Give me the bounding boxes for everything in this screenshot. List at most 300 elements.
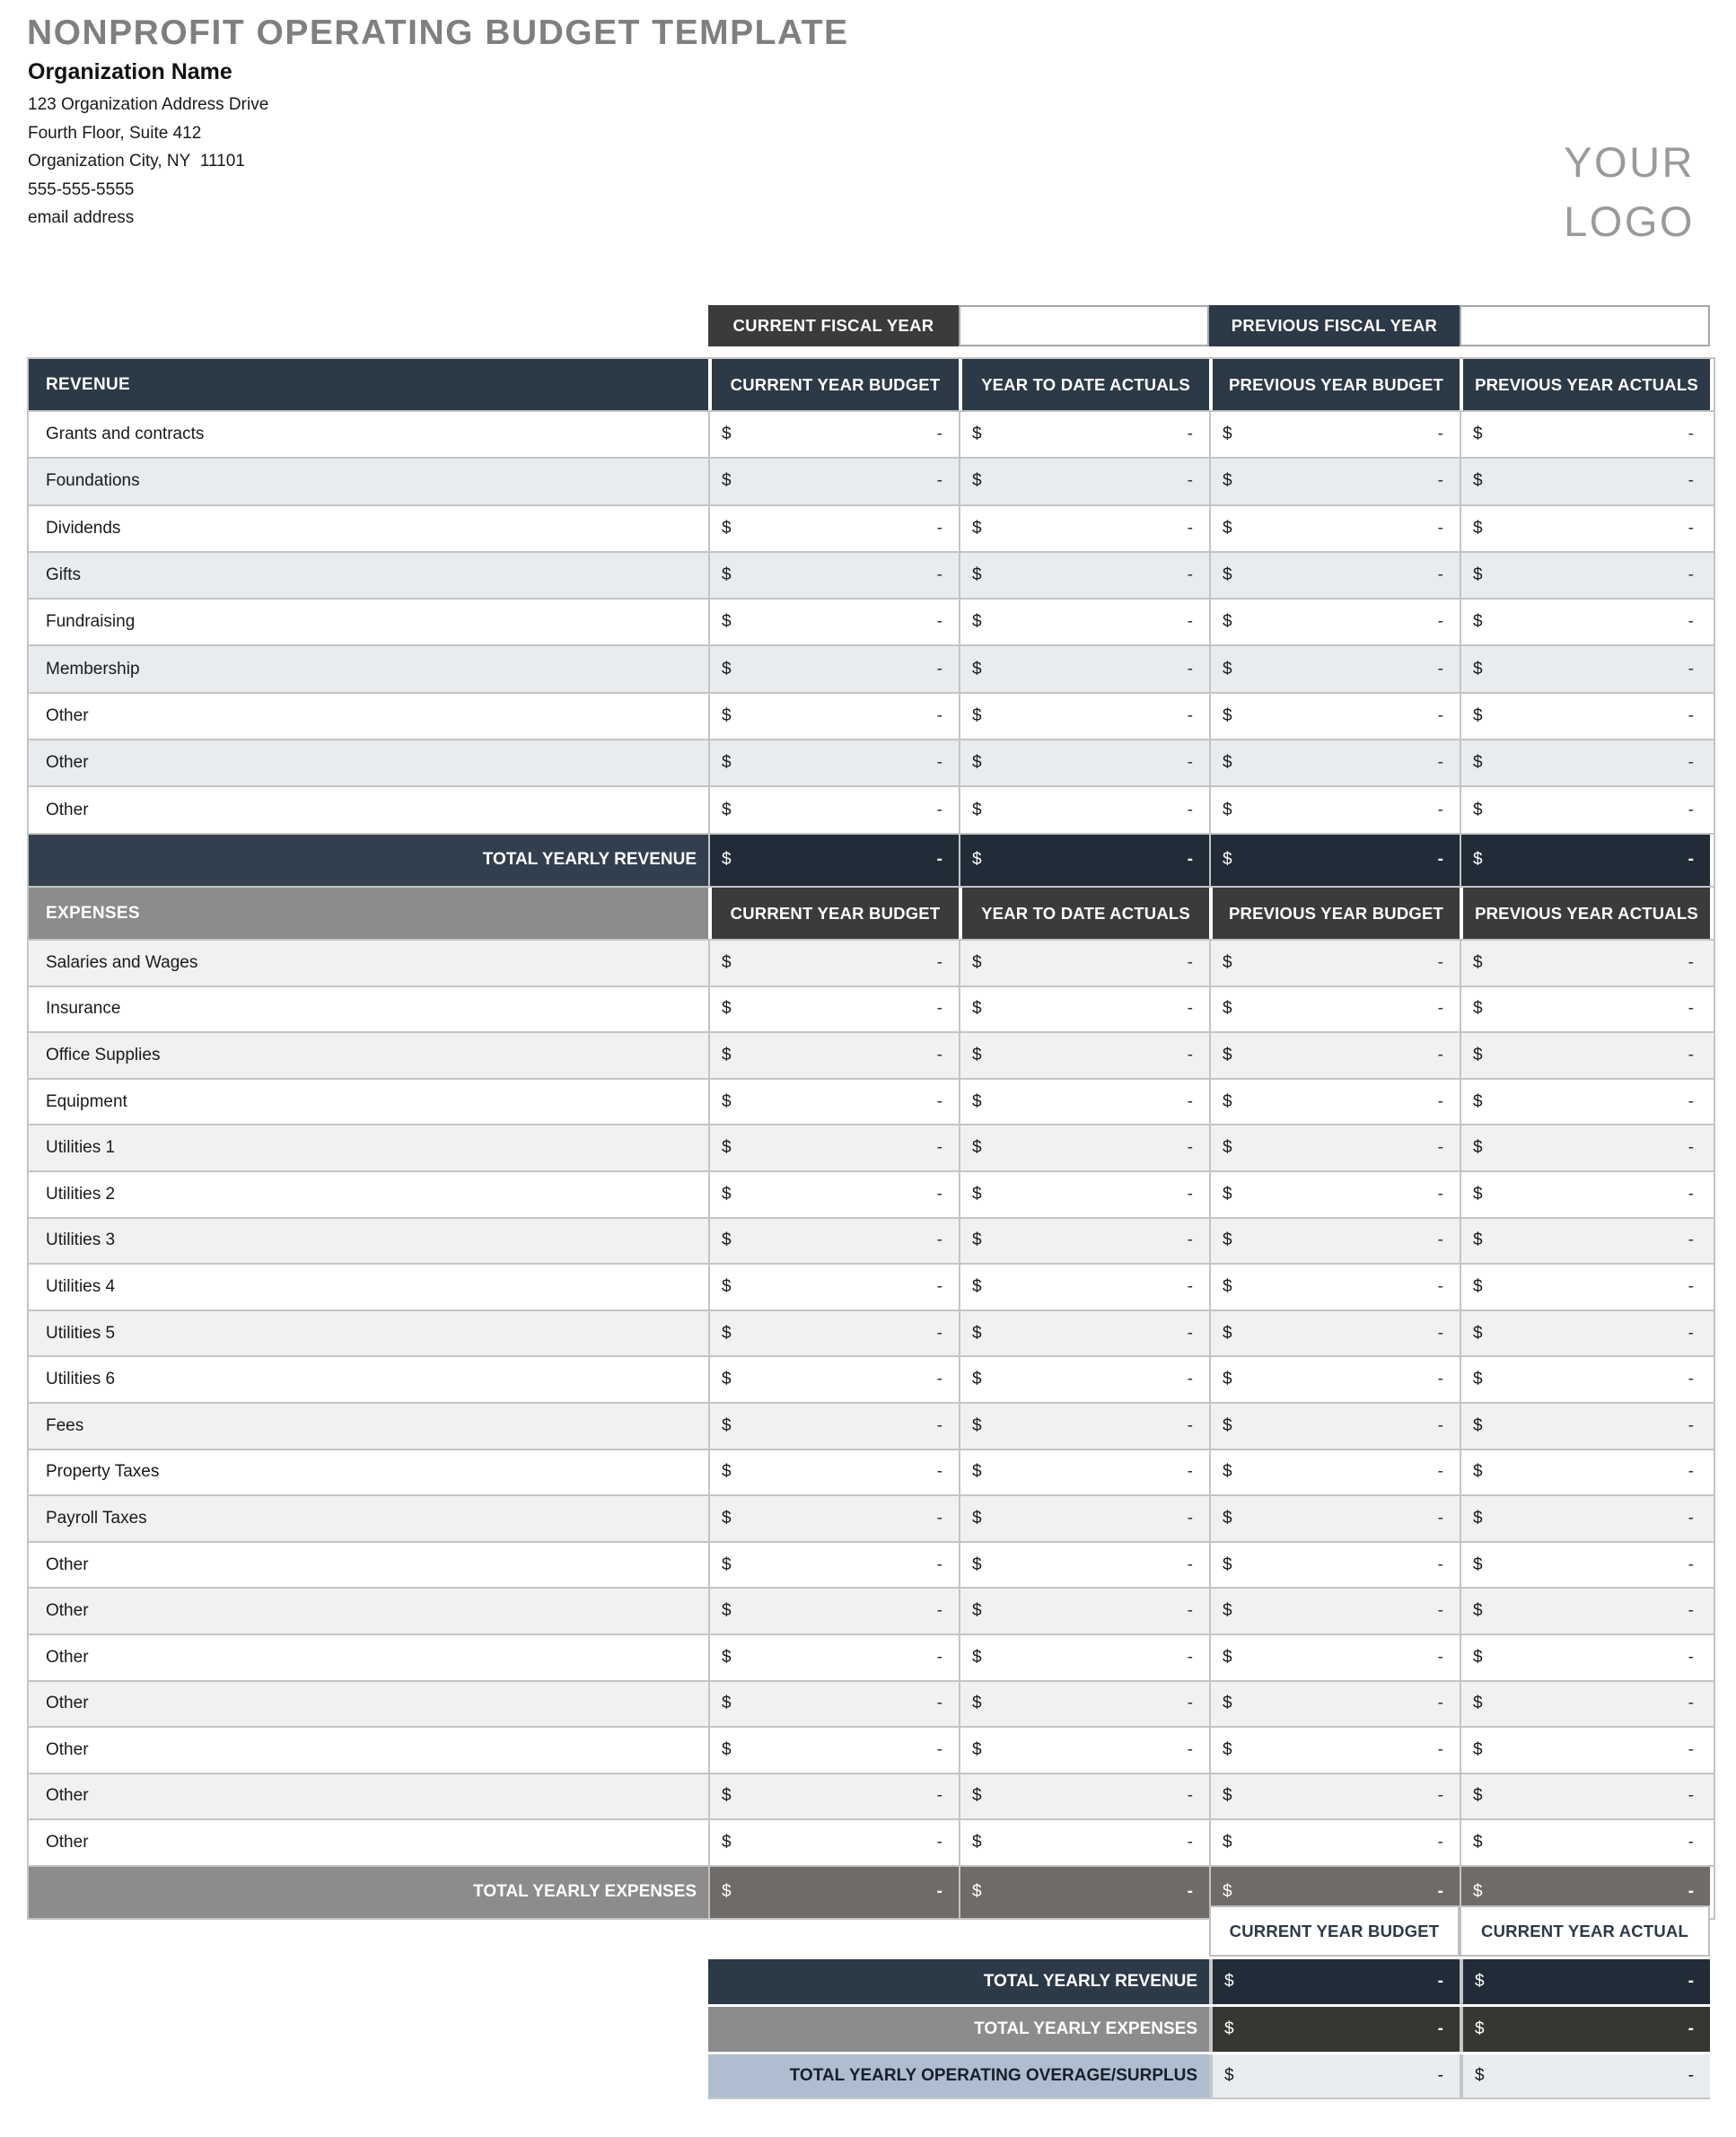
value-placeholder: - [1187,1739,1193,1759]
value-cell[interactable] [959,646,1209,691]
value-cell[interactable] [708,1589,959,1633]
value-cell[interactable] [708,1265,959,1309]
value-cell[interactable] [708,1404,959,1449]
value-cell[interactable] [1209,1820,1460,1865]
value-cell[interactable] [708,1635,959,1680]
value-cell[interactable] [959,1265,1209,1309]
summary-value-cell [1460,2007,1710,2052]
value-cell[interactable] [1209,600,1460,644]
currency-symbol: $ [722,1555,732,1574]
table-row [29,985,1714,1032]
value-cell[interactable] [1460,740,1710,785]
currency-symbol: $ [1475,1972,1485,1991]
value-placeholder: - [1187,425,1193,444]
value-placeholder: - [1688,1694,1694,1713]
table-row [29,1541,1714,1588]
value-cell[interactable] [1209,941,1460,985]
value-cell[interactable] [708,1543,959,1588]
column-header-previous-year-actuals: PREVIOUS YEAR ACTUALS [1460,359,1710,410]
currency-symbol: $ [722,612,732,632]
table-row [29,1773,1714,1819]
value-placeholder: - [1187,753,1193,773]
row-label: Other [46,1739,89,1759]
value-placeholder: - [936,1138,943,1158]
value-placeholder: - [1437,1276,1443,1296]
previous-fiscal-year-label: PREVIOUS FISCAL YEAR [1209,305,1460,346]
current-fiscal-year-input[interactable] [959,305,1209,346]
currency-symbol: $ [1473,1276,1483,1296]
value-cell[interactable] [708,1311,959,1356]
value-cell[interactable] [1460,600,1710,644]
value-cell[interactable] [1460,987,1710,1032]
value-placeholder: - [1437,1138,1443,1158]
expenses-total-label: TOTAL YEARLY EXPENSES [29,1867,708,1918]
currency-symbol: $ [972,1601,982,1621]
value-placeholder: - [1437,518,1443,538]
value-cell[interactable] [1460,646,1710,691]
value-cell[interactable] [1209,1265,1460,1309]
value-cell[interactable] [1209,1125,1460,1170]
value-cell[interactable] [959,1774,1209,1819]
currency-symbol: $ [1473,999,1483,1019]
value-cell[interactable] [1209,1080,1460,1125]
org-address-line: Fourth Floor, Suite 412 [28,123,202,143]
value-cell[interactable] [959,1311,1209,1356]
value-cell[interactable] [1209,1357,1460,1402]
value-cell[interactable] [708,1172,959,1217]
row-label: Utilities 5 [46,1323,116,1343]
value-cell[interactable] [708,740,959,785]
value-cell[interactable] [708,1357,959,1402]
currency-symbol: $ [722,1276,732,1296]
row-label: Other [46,1833,89,1852]
value-cell[interactable] [1209,1635,1460,1680]
value-placeholder: - [1187,612,1193,632]
currency-symbol: $ [1223,952,1232,972]
currency-symbol: $ [972,1415,982,1435]
value-placeholder: - [1688,952,1694,972]
value-cell[interactable] [708,1728,959,1773]
value-cell[interactable] [1209,694,1460,739]
currency-symbol: $ [1223,471,1232,491]
column-header-current-year-budget: CURRENT YEAR BUDGET [708,888,959,939]
value-cell[interactable] [1460,459,1710,504]
currency-symbol: $ [972,1045,982,1064]
currency-symbol: $ [972,1647,982,1667]
value-cell[interactable] [708,1125,959,1170]
summary-value-cell [1209,2054,1460,2099]
table-row [29,1355,1714,1402]
row-label: Grants and contracts [46,425,205,444]
row-label: Property Taxes [46,1462,160,1482]
currency-symbol: $ [1473,1184,1483,1204]
row-label: Other [46,705,89,725]
value-placeholder: - [1437,800,1443,819]
value-cell[interactable] [959,1589,1209,1633]
currency-symbol: $ [1473,612,1483,632]
currency-symbol: $ [1473,518,1483,538]
value-cell[interactable] [708,1080,959,1125]
value-placeholder: - [1187,1276,1193,1296]
value-placeholder: - [1437,705,1443,725]
currency-symbol: $ [1223,1184,1232,1204]
value-placeholder: - [1688,800,1694,819]
value-cell[interactable] [1209,1774,1460,1819]
value-placeholder: - [1437,1555,1443,1574]
table-row [29,1263,1714,1309]
org-address-line: Organization City, NY 11101 [28,152,245,171]
table-row [29,410,1714,457]
value-cell[interactable] [1460,1774,1710,1819]
value-placeholder: - [1688,518,1694,538]
value-cell[interactable] [959,1404,1209,1449]
value-cell[interactable] [1209,412,1460,457]
value-cell[interactable] [708,1774,959,1819]
table-row [29,939,1714,985]
currency-symbol: $ [1473,952,1483,972]
currency-symbol: $ [722,1647,732,1667]
value-cell[interactable] [1460,694,1710,739]
value-cell[interactable] [1209,646,1460,691]
value-cell[interactable] [959,694,1209,739]
currency-symbol: $ [1223,659,1232,679]
value-placeholder: - [1437,1833,1443,1852]
value-cell[interactable] [959,740,1209,785]
value-placeholder: - [1187,999,1193,1019]
value-placeholder: - [1187,471,1193,491]
previous-fiscal-year-input[interactable] [1460,305,1710,346]
currency-symbol: $ [722,1462,732,1482]
value-cell[interactable] [1460,1496,1710,1541]
value-cell[interactable] [1460,1543,1710,1588]
current-fiscal-year-label: CURRENT FISCAL YEAR [708,305,959,346]
value-cell[interactable] [708,412,959,457]
summary-header-spacer [708,1905,1209,1957]
currency-symbol: $ [722,800,732,819]
value-cell[interactable] [1460,1080,1710,1125]
currency-symbol: $ [1223,1231,1232,1250]
value-cell[interactable] [1460,941,1710,985]
value-placeholder: - [936,850,943,870]
value-cell[interactable] [959,1125,1209,1170]
value-cell[interactable] [959,459,1209,504]
value-placeholder: - [936,999,943,1019]
value-cell[interactable] [1209,1589,1460,1633]
value-cell[interactable] [1209,1450,1460,1495]
value-cell[interactable] [1460,1219,1710,1264]
value-placeholder: - [1688,2066,1694,2085]
currency-symbol: $ [1223,1882,1232,1902]
currency-symbol: $ [1473,1833,1483,1852]
row-label: Membership [46,659,140,679]
value-cell[interactable] [959,941,1209,985]
value-cell[interactable] [1209,1172,1460,1217]
currency-symbol: $ [972,565,982,585]
value-cell[interactable] [1460,1033,1710,1078]
value-placeholder: - [936,1091,943,1111]
column-header-current-year-budget: CURRENT YEAR BUDGET [708,359,959,410]
value-cell[interactable] [708,787,959,832]
value-cell[interactable] [708,1219,959,1264]
currency-symbol: $ [1223,1833,1232,1852]
value-placeholder: - [936,1415,943,1435]
currency-symbol: $ [1473,1739,1483,1759]
currency-symbol: $ [972,800,982,819]
value-placeholder: - [1688,1370,1694,1389]
value-cell[interactable] [1460,1172,1710,1217]
value-placeholder: - [936,1601,943,1621]
table-row [29,1217,1714,1264]
row-label: Utilities 6 [46,1370,116,1389]
value-cell[interactable] [1209,506,1460,551]
table-row [29,457,1714,504]
value-placeholder: - [1437,1091,1443,1111]
currency-symbol: $ [722,425,732,444]
value-cell[interactable] [708,600,959,644]
currency-symbol: $ [1223,565,1232,585]
value-placeholder: - [1437,952,1443,972]
currency-symbol: $ [722,999,732,1019]
value-placeholder: - [1437,1370,1443,1389]
currency-symbol: $ [1224,1972,1234,1991]
value-cell[interactable] [1460,1125,1710,1170]
org-address-line: 123 Organization Address Drive [28,95,269,114]
value-cell[interactable] [1209,553,1460,598]
currency-symbol: $ [972,425,982,444]
value-placeholder: - [1187,850,1193,870]
currency-symbol: $ [972,1184,982,1204]
value-placeholder: - [1688,705,1694,725]
summary-column-header-current-year-actual: CURRENT YEAR ACTUAL [1460,1905,1710,1957]
summary-total-yearly-revenue-label: TOTAL YEARLY REVENUE [708,1959,1209,2004]
value-cell[interactable] [708,1033,959,1078]
value-cell[interactable] [1460,506,1710,551]
value-cell[interactable] [1460,1635,1710,1680]
currency-symbol: $ [972,705,982,725]
row-label: Fees [46,1415,84,1435]
value-cell[interactable] [1209,1728,1460,1773]
currency-symbol: $ [722,518,732,538]
value-cell[interactable] [959,1450,1209,1495]
currency-symbol: $ [972,1882,982,1902]
currency-symbol: $ [972,1091,982,1111]
value-cell[interactable] [959,987,1209,1032]
value-cell[interactable] [1460,1820,1710,1865]
value-cell[interactable] [1209,1219,1460,1264]
currency-symbol: $ [722,1601,732,1621]
value-cell[interactable] [959,1728,1209,1773]
currency-symbol: $ [972,952,982,972]
value-placeholder: - [1688,1231,1694,1250]
value-cell[interactable] [1209,1682,1460,1727]
currency-symbol: $ [1473,1694,1483,1713]
value-cell[interactable] [1209,1496,1460,1541]
currency-symbol: $ [1473,705,1483,725]
summary-total-yearly-expenses-label: TOTAL YEARLY EXPENSES [708,2007,1209,2052]
currency-symbol: $ [1224,2066,1234,2085]
currency-symbol: $ [972,850,982,870]
value-placeholder: - [1437,565,1443,585]
value-cell[interactable] [1209,1543,1460,1588]
summary-column-header-current-year-budget: CURRENT YEAR BUDGET [1209,1905,1460,1957]
value-cell[interactable] [1460,1265,1710,1309]
currency-symbol: $ [1473,1462,1483,1482]
value-placeholder: - [1437,1462,1443,1482]
currency-symbol: $ [972,999,982,1019]
table-row [29,1449,1714,1495]
currency-symbol: $ [722,1415,732,1435]
currency-symbol: $ [972,1138,982,1158]
value-cell[interactable] [959,787,1209,832]
value-cell[interactable] [708,1496,959,1541]
value-placeholder: - [1187,1647,1193,1667]
value-cell[interactable] [1460,1404,1710,1449]
value-cell[interactable] [959,506,1209,551]
value-cell[interactable] [708,1682,959,1727]
revenue-section-label: REVENUE [29,359,708,410]
value-placeholder: - [936,1462,943,1482]
row-label: Office Supplies [46,1045,161,1064]
value-placeholder: - [1437,1045,1443,1064]
value-cell[interactable] [708,941,959,985]
currency-symbol: $ [722,1508,732,1528]
value-placeholder: - [936,800,943,819]
currency-symbol: $ [1223,1415,1232,1435]
value-cell[interactable] [1460,1311,1710,1356]
value-cell[interactable] [1209,1404,1460,1449]
currency-symbol: $ [722,1323,732,1343]
value-placeholder: - [1437,1882,1443,1902]
value-cell[interactable] [708,506,959,551]
logo-line-1: YOUR [1564,138,1695,186]
value-cell[interactable] [708,459,959,504]
value-placeholder: - [1688,1555,1694,1574]
value-placeholder: - [1688,1833,1694,1852]
row-label: Other [46,1786,89,1806]
value-placeholder: - [1688,1091,1694,1111]
value-cell[interactable] [959,1080,1209,1125]
value-cell[interactable] [1209,1033,1460,1078]
org-name: Organization Name [28,59,232,84]
value-cell[interactable] [959,412,1209,457]
currency-symbol: $ [1223,1045,1232,1064]
value-cell[interactable] [708,1820,959,1865]
revenue-total-label: TOTAL YEARLY REVENUE [29,835,708,886]
value-placeholder: - [1688,1323,1694,1343]
currency-symbol: $ [972,1508,982,1528]
value-cell[interactable] [1209,987,1460,1032]
currency-symbol: $ [1473,1091,1483,1111]
value-cell[interactable] [959,1635,1209,1680]
table-row [29,504,1714,551]
row-label: Other [46,1601,89,1621]
value-placeholder: - [1437,1647,1443,1667]
value-placeholder: - [1437,753,1443,773]
value-placeholder: - [936,753,943,773]
row-label: Other [46,1647,89,1667]
currency-symbol: $ [1475,2066,1485,2085]
value-cell[interactable] [708,1450,959,1495]
total-value-cell [708,835,959,886]
value-cell[interactable] [1460,1682,1710,1727]
value-placeholder: - [936,471,943,491]
value-cell[interactable] [1209,459,1460,504]
column-header-year-to-date-actuals: YEAR TO DATE ACTUALS [959,359,1209,410]
currency-symbol: $ [722,1231,732,1250]
value-cell[interactable] [959,1543,1209,1588]
value-placeholder: - [1688,1739,1694,1759]
value-cell[interactable] [959,1820,1209,1865]
value-cell[interactable] [1209,740,1460,785]
value-placeholder: - [936,1882,943,1902]
column-header-year-to-date-actuals: YEAR TO DATE ACTUALS [959,888,1209,939]
currency-symbol: $ [722,1694,732,1713]
currency-symbol: $ [972,1276,982,1296]
value-cell[interactable] [1460,1589,1710,1633]
value-cell[interactable] [708,694,959,739]
currency-symbol: $ [722,565,732,585]
total-value-cell [1209,835,1460,886]
currency-symbol: $ [1224,2019,1234,2038]
column-header-previous-year-actuals: PREVIOUS YEAR ACTUALS [1460,888,1710,939]
value-cell[interactable] [1460,553,1710,598]
currency-symbol: $ [1473,753,1483,773]
value-cell[interactable] [959,1033,1209,1078]
value-cell[interactable] [959,1496,1209,1541]
value-cell[interactable] [1209,1311,1460,1356]
value-cell[interactable] [708,987,959,1032]
value-placeholder: - [936,1786,943,1806]
value-placeholder: - [1688,753,1694,773]
value-cell[interactable] [708,553,959,598]
currency-symbol: $ [972,518,982,538]
value-placeholder: - [1437,1786,1443,1806]
currency-symbol: $ [722,952,732,972]
value-placeholder: - [1187,1833,1193,1852]
table-row [29,1587,1714,1633]
row-label: Utilities 4 [46,1276,116,1296]
value-cell[interactable] [959,1682,1209,1727]
value-cell[interactable] [1460,412,1710,457]
value-placeholder: - [1688,565,1694,585]
value-placeholder: - [1187,1462,1193,1482]
currency-symbol: $ [1223,1138,1232,1158]
value-cell[interactable] [959,553,1209,598]
value-cell[interactable] [1460,787,1710,832]
value-placeholder: - [1437,850,1443,870]
value-cell[interactable] [1209,787,1460,832]
value-cell[interactable] [708,646,959,691]
value-cell[interactable] [959,1219,1209,1264]
value-cell[interactable] [959,1357,1209,1402]
currency-symbol: $ [1223,1370,1232,1389]
logo-line-2: LOGO [1564,197,1695,245]
currency-symbol: $ [1473,800,1483,819]
value-cell[interactable] [1460,1357,1710,1402]
row-label: Other [46,1694,89,1713]
value-cell[interactable] [959,1172,1209,1217]
value-cell[interactable] [1460,1728,1710,1773]
value-placeholder: - [1187,1694,1193,1713]
value-placeholder: - [1688,1786,1694,1806]
currency-symbol: $ [1473,659,1483,679]
expenses-header-row [29,888,1714,939]
currency-symbol: $ [1223,1323,1232,1343]
currency-symbol: $ [1473,1323,1483,1343]
value-cell[interactable] [959,600,1209,644]
value-cell[interactable] [1460,1450,1710,1495]
currency-symbol: $ [1473,850,1483,870]
